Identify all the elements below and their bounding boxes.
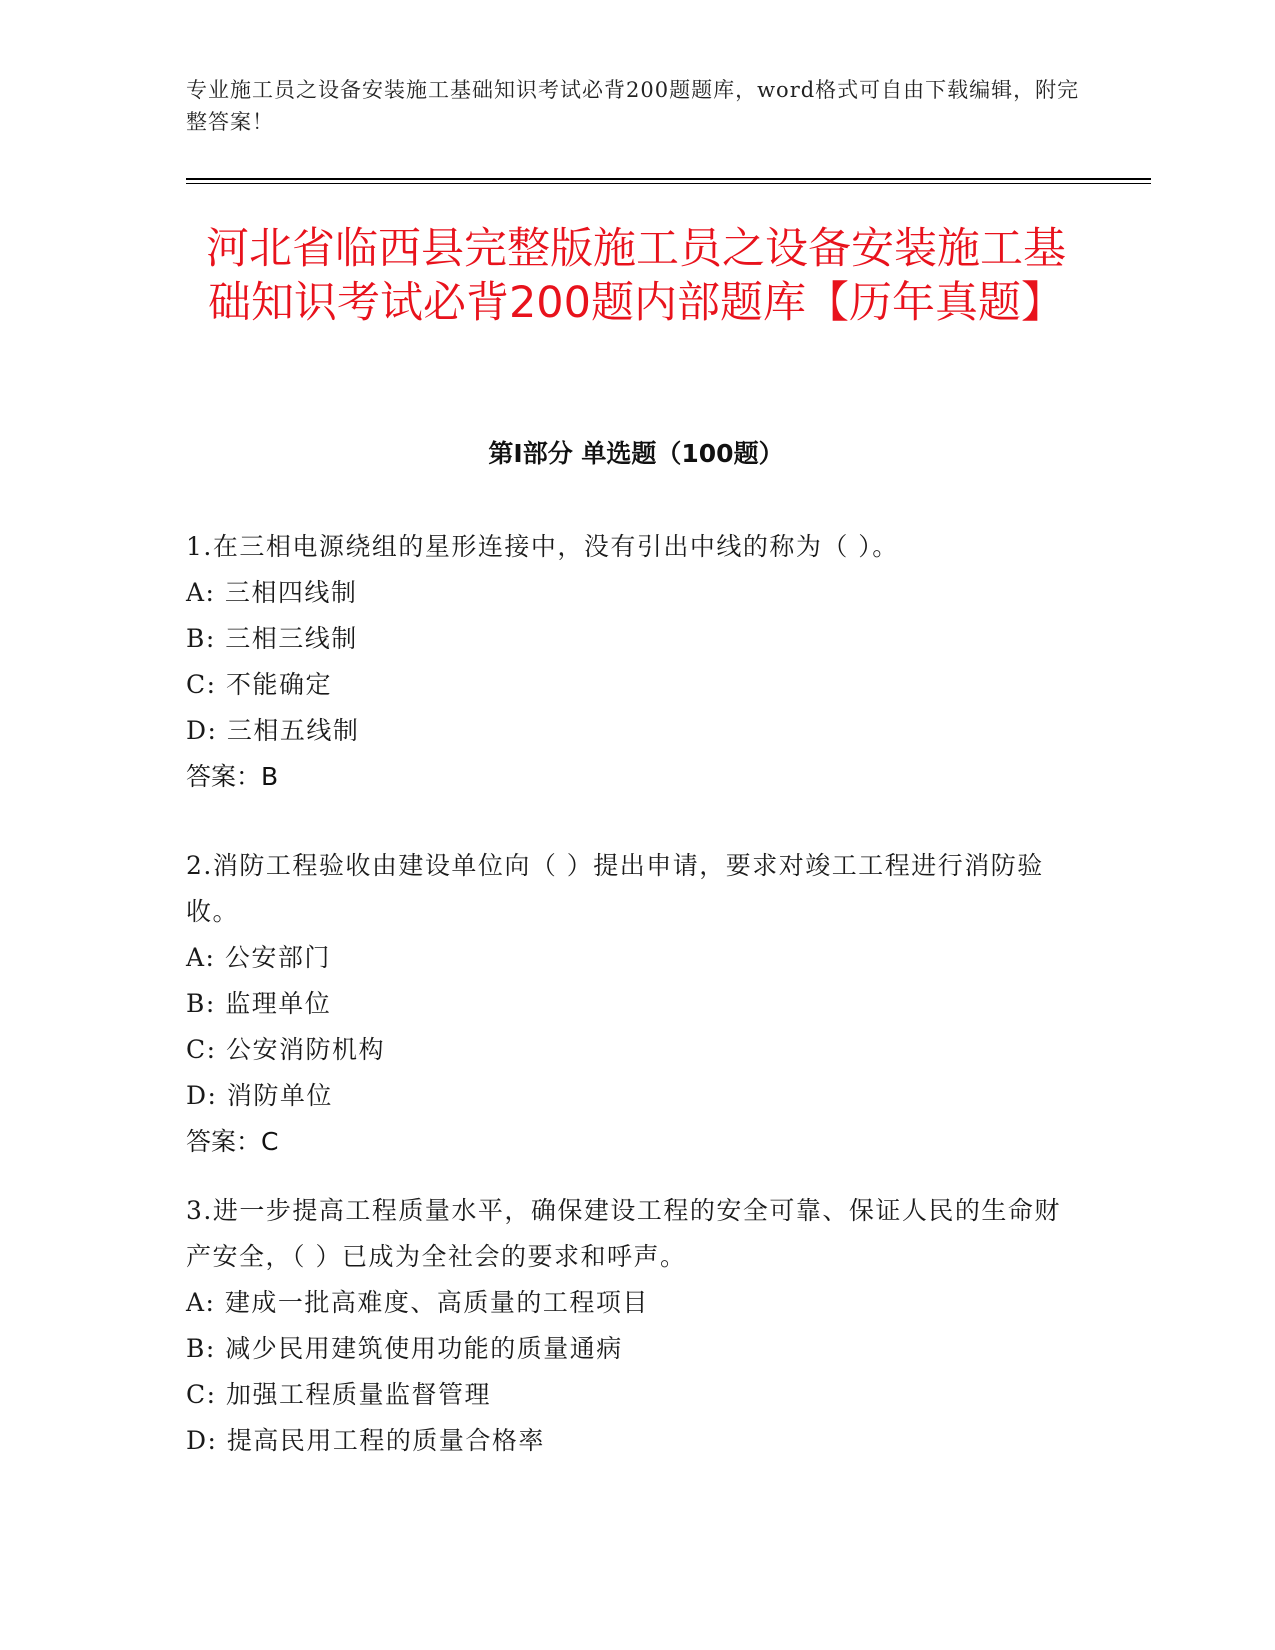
option-c: C: 不能确定 [186,670,332,699]
question-3 [186,1188,1086,1464]
option-b: B: 三相三线制 [186,624,358,653]
question-2 [186,843,1086,1165]
option-c: C: 加强工程质量监督管理 [186,1380,491,1409]
option-d: D: 三相五线制 [186,716,360,745]
option-a: A: 建成一批高难度、高质量的工程项目 [186,1288,649,1317]
option-d: D: 提高民用工程的质量合格率 [186,1426,545,1455]
answer-line: 答案：B [186,762,279,791]
option-a: A: 公安部门 [186,943,331,972]
document-title: 河北省临西县完整版施工员之设备安装施工基础知识考试必背200题内部题库【历年真题】 [206,224,1066,328]
question-stem: 2.消防工程验收由建设单位向（ ）提出申请，要求对竣工工程进行消防验收。 [186,851,1044,926]
option-c: C: 公安消防机构 [186,1035,385,1064]
question-stem: 3.进一步提高工程质量水平，确保建设工程的安全可靠、保证人民的生命财产安全，（ ）已成为全社会的要求和呼声。 [186,1196,1061,1271]
question-1 [186,524,1086,800]
option-d: D: 消防单位 [186,1081,333,1110]
option-a: A: 三相四线制 [186,578,358,607]
option-b: B: 减少民用建筑使用功能的质量通病 [186,1334,623,1363]
answer-line: 答案：C [186,1127,279,1156]
header-divider-thin [186,183,1151,184]
section-title: 第I部分 单选题（100题） [488,439,784,468]
header-divider-thick [186,178,1151,180]
header-note: 专业施工员之设备安装施工基础知识考试必背200题题库，word格式可自由下载编辑，附完整答案！ [186,78,1080,134]
option-b: B: 监理单位 [186,989,332,1018]
question-stem: 1.在三相电源绕组的星形连接中，没有引出中线的称为（ ）。 [186,532,899,561]
